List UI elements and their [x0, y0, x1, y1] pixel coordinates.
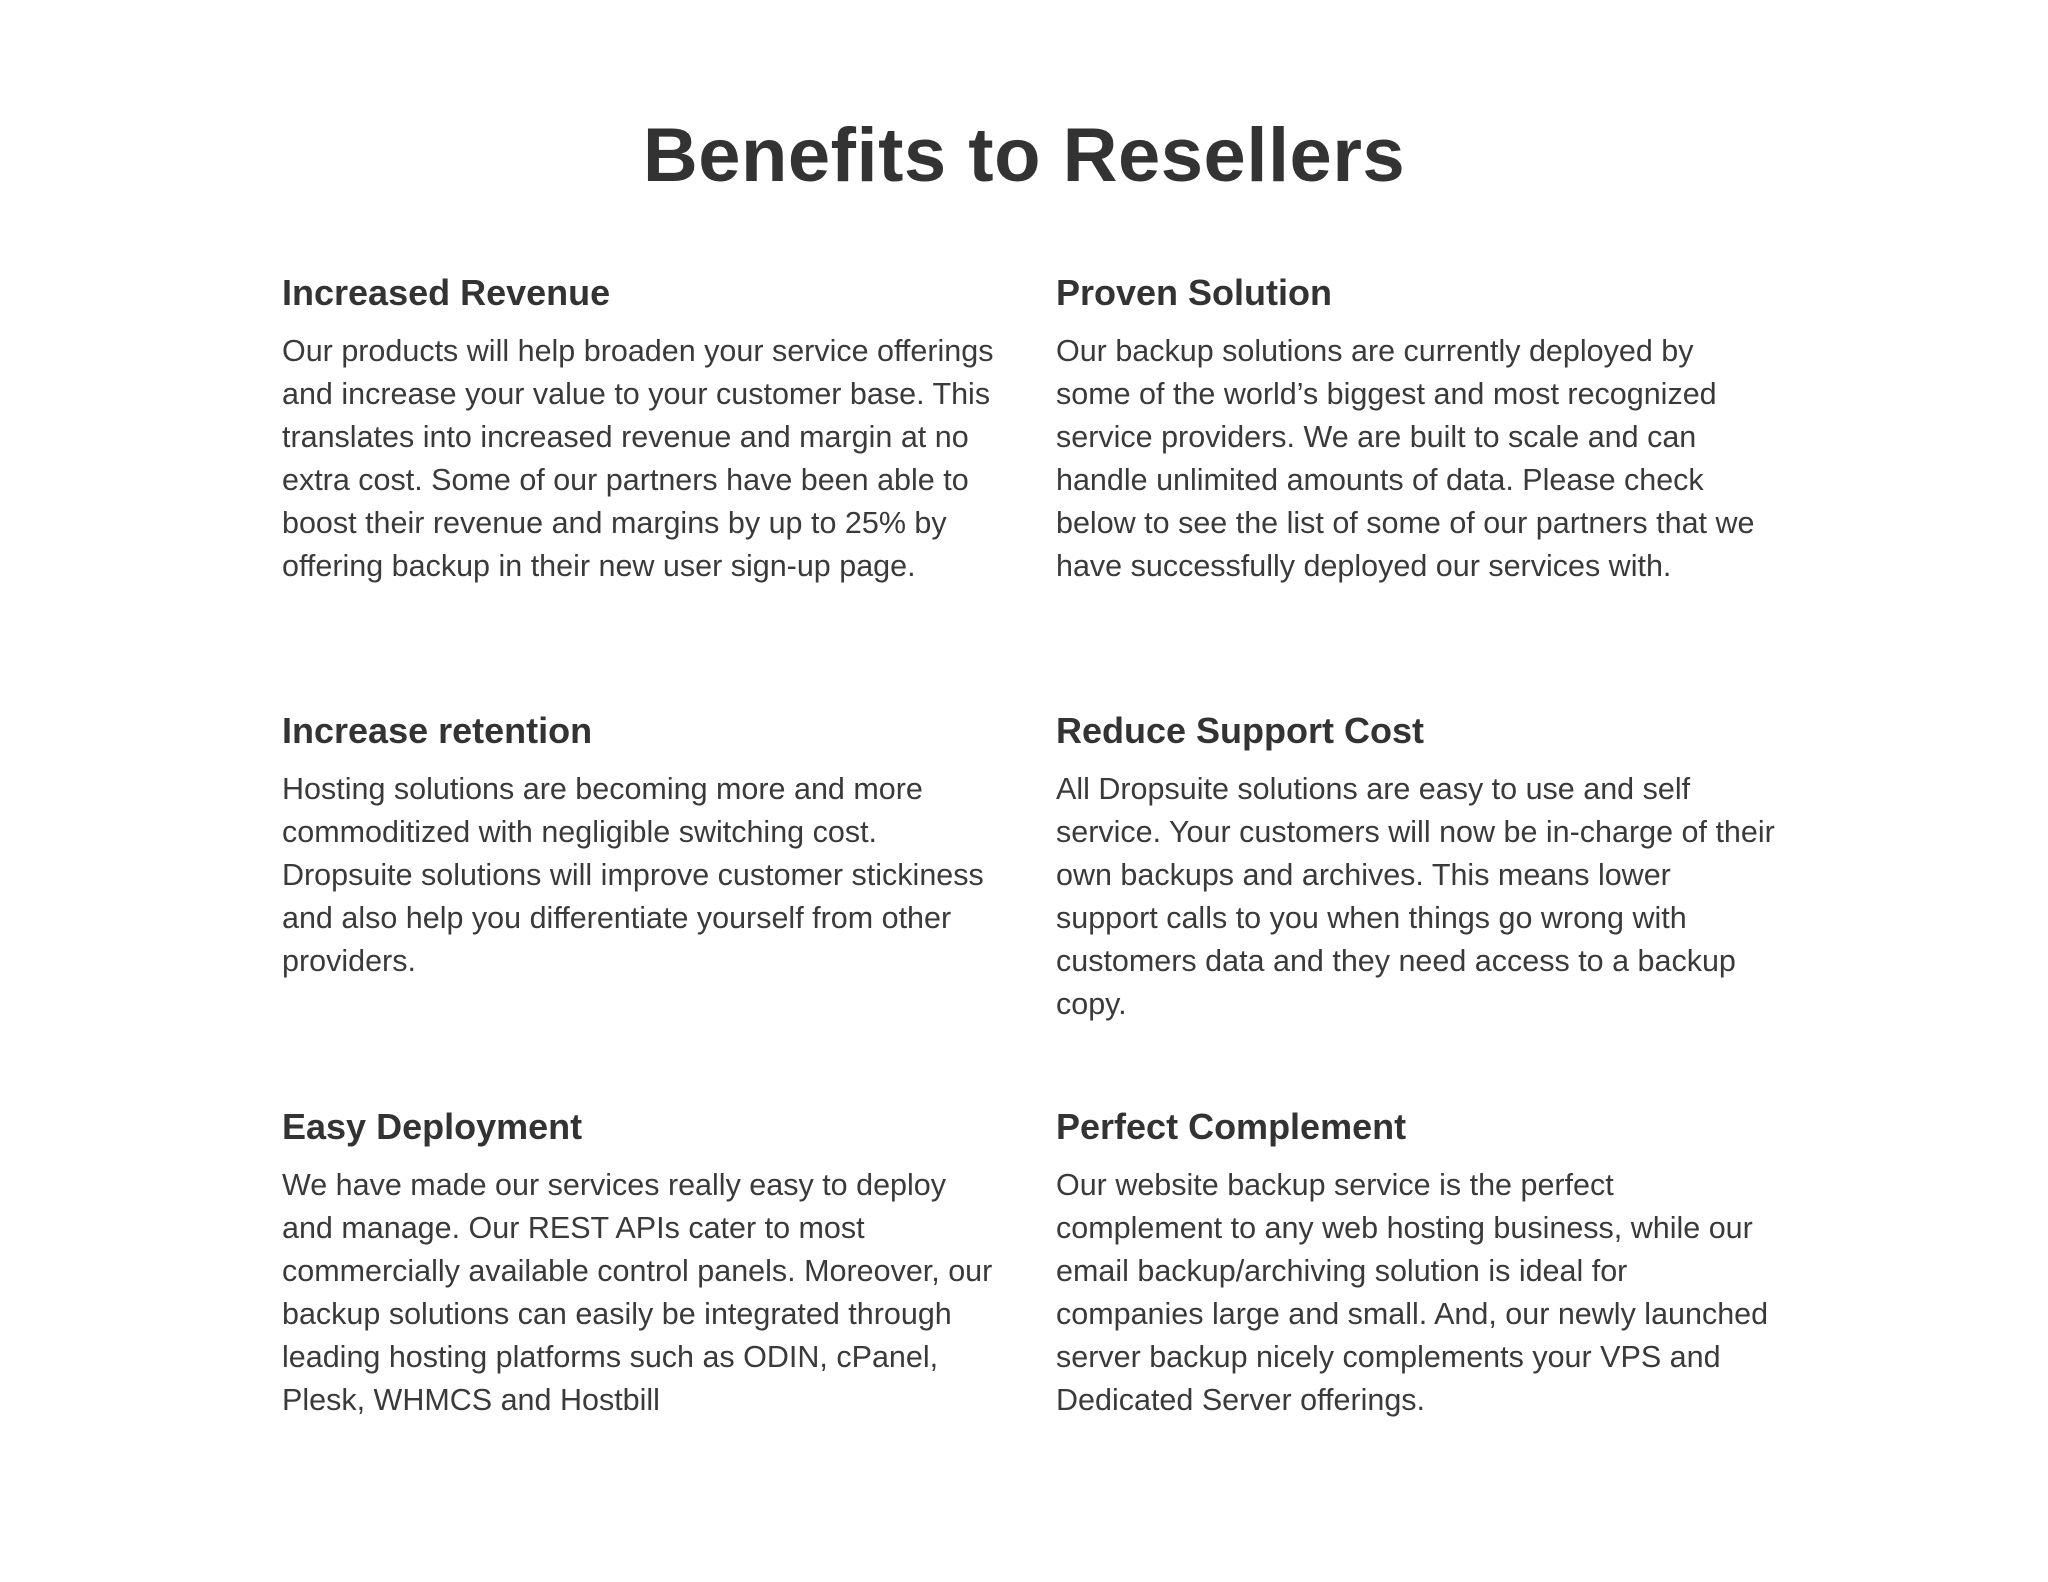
benefit-description: Our website backup service is the perfect complement to any web hosting business, while our email backup/archiving solution is ideal for companies large and small. And, our newly launched server backup nicely complements your VPS and Dedicated Server offerings. — [1056, 1168, 1769, 1417]
benefit-proven-solution — [1056, 270, 1776, 588]
benefit-description: All Dropsuite solutions are easy to use and self service. Your customers will now be in-charge of their own backups and archives. This means lower support calls to you when things go wrong with customers data and they need access to a backup copy. — [1056, 772, 1775, 1021]
benefit-description: Our products will help broaden your service offerings and increase your value to your customer base. This translates into increased revenue and margin at no extra cost. Some of our partners have been able to boost their revenue and margins by up to 25% by offering backup in their new user sign-up page. — [282, 334, 994, 583]
benefit-perfect-complement — [1056, 1104, 1776, 1422]
benefit-easy-deployment — [282, 1104, 1002, 1422]
benefit-reduce-support-cost — [1056, 708, 1776, 1026]
benefit-heading: Increased Revenue — [282, 272, 611, 313]
benefit-description: Our backup solutions are currently deployed by some of the world’s biggest and most recognized service providers. We are built to scale and can handle unlimited amounts of data. Please check below to see the list of some of our partners that we have successfully deployed our services with. — [1056, 334, 1755, 583]
benefit-heading: Easy Deployment — [282, 1106, 583, 1147]
benefit-heading: Proven Solution — [1056, 272, 1333, 313]
benefit-heading: Perfect Complement — [1056, 1106, 1407, 1147]
benefit-increase-retention — [282, 708, 1002, 983]
benefit-heading: Reduce Support Cost — [1056, 710, 1425, 751]
benefit-description: We have made our services really easy to deploy and manage. Our REST APIs cater to most commercially available control panels. Moreover, our backup solutions can easily be integrated through leading hosting platforms such as ODIN, cPanel, Plesk, WHMCS and Hostbill — [282, 1168, 993, 1417]
page-title: Benefits to Resellers — [642, 113, 1406, 198]
benefit-increased-revenue — [282, 270, 1002, 588]
benefit-description: Hosting solutions are becoming more and more commoditized with negligible switching cost. Dropsuite solutions will improve customer stickiness and also help you differentiate yourself from other providers. — [282, 772, 984, 978]
benefit-heading: Increase retention — [282, 710, 593, 751]
